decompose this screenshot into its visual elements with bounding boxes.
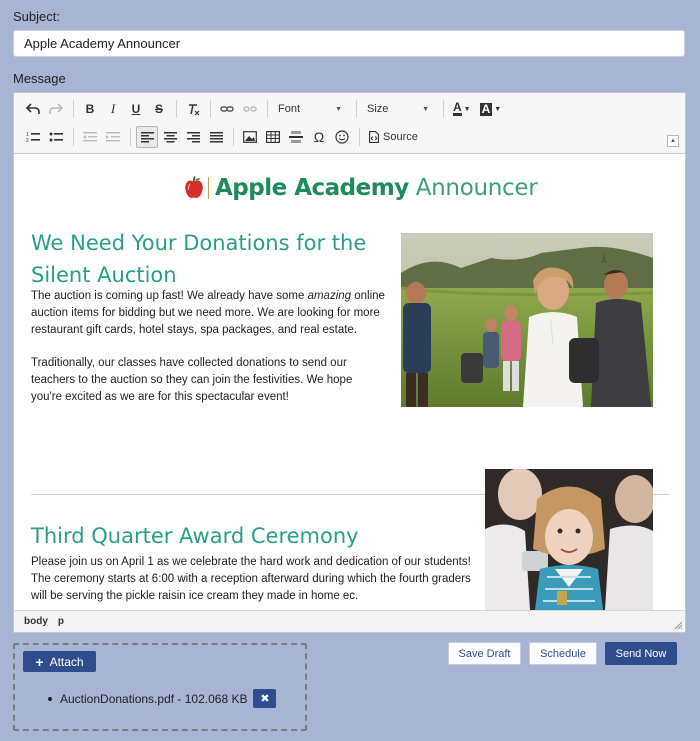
section2-paragraph-1: Please join us on April 1 as we celebrate the hard work and dedication of our students! The ceremony starts at 6:00 with a reception afterward during which the fourth graders will be serving the pickle raisin ice cream they made in home ec. [31,556,471,602]
attach-button-label: Attach [49,654,84,669]
toolbar-separator [73,128,74,146]
italic-icon[interactable]: I [110,101,116,116]
align-left-icon[interactable] [136,126,158,148]
element-path-bar [14,610,685,632]
unlink-icon[interactable] [239,98,261,120]
source-icon [369,131,379,143]
toolbar-separator [130,128,131,146]
brand-name-strong: Apple Academy [215,175,409,201]
attachment-dropzone[interactable] [13,643,307,731]
section1-title-line2: Silent Auction [31,263,177,287]
svg-text:1: 1 [26,132,29,138]
section1-p1-before: The auction is coming up fast! We already have some [31,290,308,302]
numbered-list-icon[interactable] [22,126,44,148]
plus-icon: + [35,653,44,670]
toolbar-separator [267,100,268,118]
schedule-button[interactable]: Schedule [529,642,597,665]
bold-icon[interactable]: B [85,102,95,116]
chevron-down-icon: ▼ [494,105,502,113]
size-select-label: Size [367,103,389,115]
message-editor [13,92,686,633]
section1-p1-after: online auction items for bidding but we need more. We are looking for more restaurant gift cards, hotel stays, spa packages, and real estate. [31,290,385,336]
subject-label: Subject: [13,9,60,24]
collapse-toolbar-icon[interactable]: ▲ [667,135,679,147]
svg-text:2: 2 [26,138,29,143]
text-color-icon: A [453,100,462,114]
section1-paragraph-2: Traditionally, our classes have collected donations to send our teachers to the auction so they can join the festivities. We hope you're excited as we are for this spectacular event! [31,357,353,403]
align-center-icon[interactable] [159,126,181,148]
undo-icon[interactable] [22,98,44,120]
attachment-item [48,689,276,708]
attachment-name: AuctionDonations.pdf - 102.068 KB [60,691,248,706]
link-icon[interactable] [216,98,238,120]
strikethrough-icon[interactable]: S [154,102,163,116]
emoji-icon[interactable] [331,126,353,148]
section1-p1-em: amazing [307,290,352,302]
chevron-down-icon: ▼ [422,105,429,113]
toolbar-separator [210,100,211,118]
section1-title-line1: We Need Your Donations for the [31,231,367,255]
resize-grip-icon[interactable] [674,621,683,630]
background-color-icon: A [481,101,491,116]
element-path-body[interactable]: body [24,616,48,627]
toolbar-separator [176,100,177,118]
element-path-p[interactable]: p [57,616,64,627]
special-character-icon[interactable]: Ω [313,129,325,145]
chevron-down-icon: ▼ [463,105,471,113]
font-select[interactable] [273,99,347,119]
align-right-icon[interactable] [182,126,204,148]
section1-paragraph-1 [31,288,386,339]
source-label: Source [383,131,418,143]
brand-name-light: Announcer [415,175,538,201]
source-button[interactable] [365,126,422,148]
font-select-label: Font [278,103,301,115]
apple-icon [184,176,204,200]
outdent-icon[interactable] [79,126,101,148]
editor-toolbar [14,93,685,154]
chevron-down-icon: ▼ [335,105,342,113]
align-justify-icon[interactable] [205,126,227,148]
toolbar-separator [356,100,357,118]
send-now-button[interactable]: Send Now [605,642,677,665]
remove-attachment-button[interactable] [253,689,276,708]
text-color-button[interactable] [449,98,475,120]
bulleted-list-icon[interactable] [45,126,67,148]
toolbar-separator [359,128,360,146]
editor-content[interactable] [14,155,685,610]
table-icon[interactable] [262,126,284,148]
image-icon[interactable] [239,126,261,148]
horizontal-rule-icon[interactable] [285,126,307,148]
ceremony-photo [485,469,653,610]
save-draft-button[interactable]: Save Draft [448,642,521,665]
brand-divider [208,177,209,199]
section2-title: Third Quarter Award Ceremony [31,524,359,548]
background-color-button[interactable] [476,98,506,120]
message-label: Message [13,71,66,86]
remove-format-icon[interactable] [182,98,204,120]
golf-photo [401,233,653,407]
subject-input[interactable] [13,30,685,57]
newsletter-brand [184,173,537,203]
toolbar-separator [73,100,74,118]
close-icon: ✖ [260,693,270,705]
attach-button[interactable] [23,651,96,672]
section1-title [31,227,366,291]
indent-icon[interactable] [102,126,124,148]
redo-icon[interactable] [45,98,67,120]
underline-icon[interactable]: U [131,102,141,116]
toolbar-separator [233,128,234,146]
bullet-icon [48,697,52,701]
toolbar-separator [443,100,444,118]
size-select[interactable] [362,99,434,119]
